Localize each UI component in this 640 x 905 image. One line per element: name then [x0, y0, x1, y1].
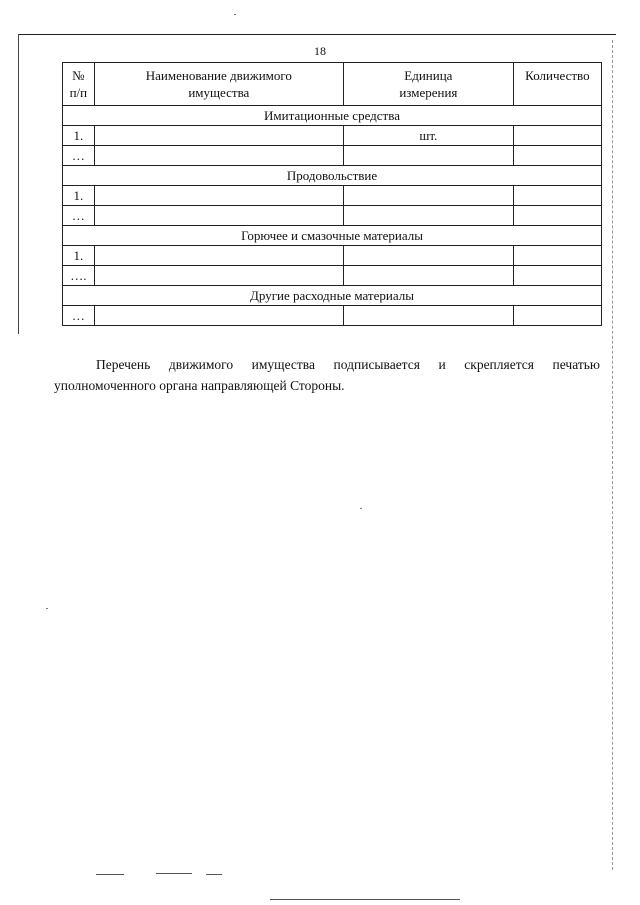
scan-dash — [156, 873, 192, 874]
table-header-row — [63, 63, 602, 106]
cell-qty — [513, 206, 601, 226]
section-title: Продовольствие — [63, 166, 602, 186]
cell-num: … — [63, 146, 95, 166]
table-row — [63, 266, 602, 286]
cell-num: 1. — [63, 186, 95, 206]
cell-name — [94, 146, 343, 166]
section-title: Горючее и смазочные материалы — [63, 226, 602, 246]
table-row — [63, 246, 602, 266]
table-body — [63, 106, 602, 326]
section-title: Другие расходные материалы — [63, 286, 602, 306]
section-row — [63, 166, 602, 186]
cell-num: 1. — [63, 246, 95, 266]
section-row — [63, 286, 602, 306]
cell-unit — [343, 306, 513, 326]
cell-name — [94, 186, 343, 206]
closing-paragraph: Перечень движимого имущества подписывается и скрепляется печатью уполномоченного органа направляющей Стороны. — [54, 357, 600, 393]
cell-name — [94, 246, 343, 266]
cell-qty — [513, 266, 601, 286]
cell-name — [94, 126, 343, 146]
table-row — [63, 126, 602, 146]
scan-speck — [360, 508, 362, 509]
cell-name — [94, 206, 343, 226]
cell-qty — [513, 146, 601, 166]
property-table — [62, 62, 602, 326]
cell-num: … — [63, 306, 95, 326]
header-num: № п/п — [63, 63, 95, 106]
cell-unit — [343, 146, 513, 166]
scan-dash — [206, 874, 222, 875]
header-qty: Количество — [513, 63, 601, 106]
table-row — [63, 186, 602, 206]
header-name: Наименование движимого имущества — [94, 63, 343, 106]
table-row — [63, 206, 602, 226]
cell-num: 1. — [63, 126, 95, 146]
scan-speck — [46, 608, 48, 609]
scan-dash — [270, 899, 460, 900]
section-title: Имитационные средства — [63, 106, 602, 126]
scan-dash — [96, 874, 124, 875]
scan-speck — [234, 14, 236, 15]
cell-qty — [513, 126, 601, 146]
section-row — [63, 106, 602, 126]
cell-unit: шт. — [343, 126, 513, 146]
page-border-right — [612, 40, 613, 870]
cell-qty — [513, 186, 601, 206]
page-number: 18 — [314, 44, 326, 58]
cell-unit — [343, 266, 513, 286]
page-border-left — [18, 34, 19, 334]
cell-unit — [343, 246, 513, 266]
cell-qty — [513, 246, 601, 266]
cell-num: … — [63, 206, 95, 226]
cell-unit — [343, 186, 513, 206]
cell-name — [94, 306, 343, 326]
cell-qty — [513, 306, 601, 326]
section-row — [63, 226, 602, 246]
header-unit: Единица измерения — [343, 63, 513, 106]
table-row — [63, 146, 602, 166]
cell-name — [94, 266, 343, 286]
cell-unit — [343, 206, 513, 226]
page-border-top — [18, 34, 616, 35]
cell-num: …. — [63, 266, 95, 286]
table-row — [63, 306, 602, 326]
